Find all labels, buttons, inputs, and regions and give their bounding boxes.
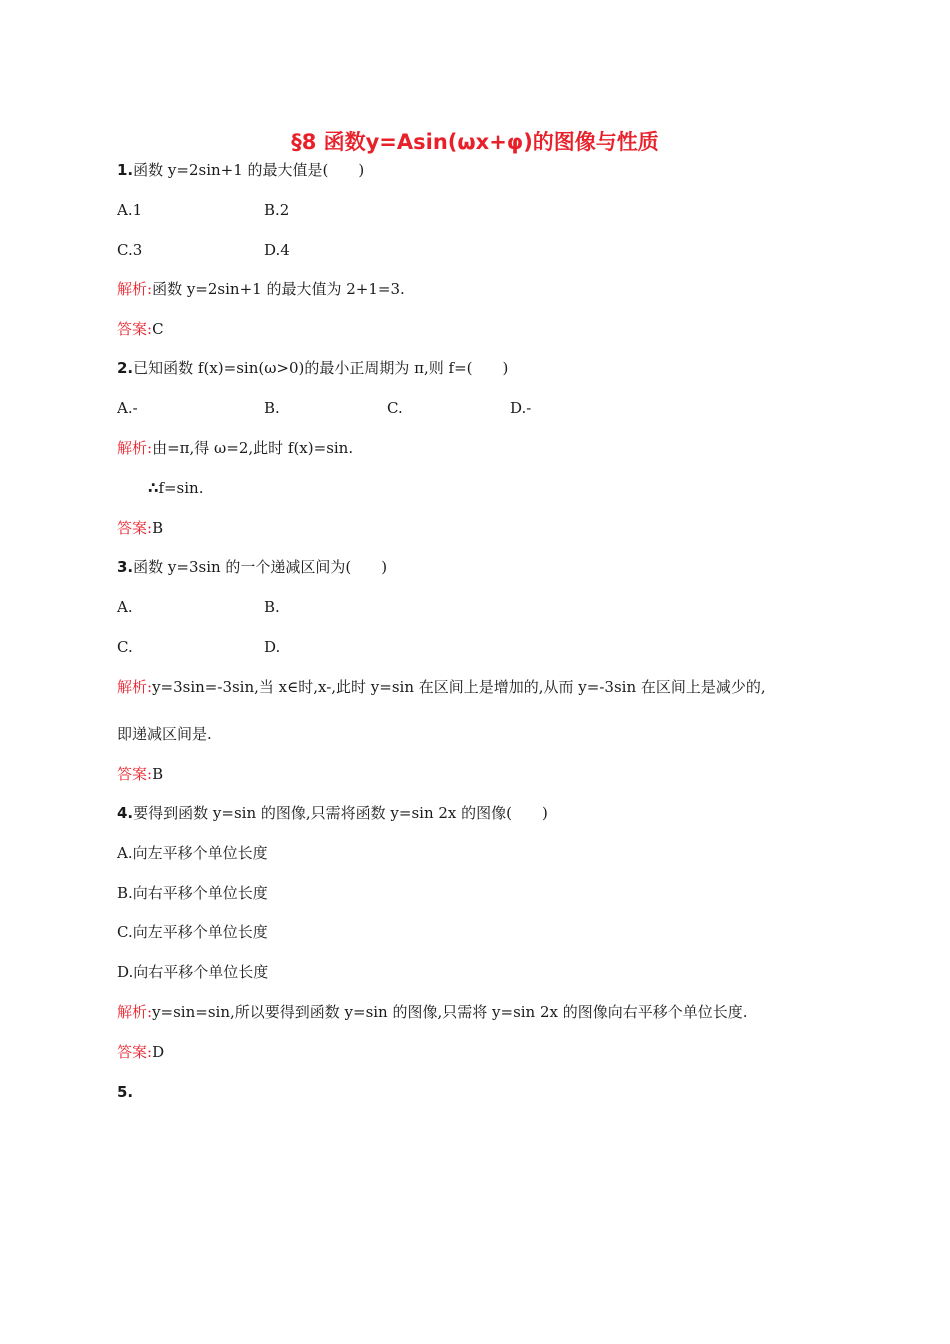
analysis-label: 解析: <box>117 1003 153 1021</box>
question-text: 函数 y=3sin 的一个递减区间为( ) <box>133 558 388 576</box>
analysis-text: 由=π,得 ω=2,此时 f(x)=sin. <box>152 439 354 457</box>
answer-value: D <box>152 1043 165 1061</box>
q3-option-a: A. <box>117 598 133 616</box>
q1-option-b: B.2 <box>264 201 290 219</box>
question-text: 要得到函数 y=sin 的图像,只需将函数 y=sin 2x 的图像( ) <box>133 804 548 822</box>
answer-value: B <box>152 765 164 783</box>
question-number: 1. <box>117 161 134 179</box>
analysis-text: 函数 y=2sin+1 的最大值为 2+1=3. <box>152 280 405 298</box>
q4-option-a: A.向左平移个单位长度 <box>117 844 268 862</box>
q2-analysis <box>117 438 353 458</box>
q3-option-d: D. <box>264 638 281 656</box>
answer-label: 答案: <box>117 320 153 338</box>
q1-answer <box>117 319 164 339</box>
q1-option-a: A.1 <box>117 201 143 219</box>
analysis-label: 解析: <box>117 439 153 457</box>
question-number: 4. <box>117 804 134 822</box>
q1-option-d: D.4 <box>264 241 290 259</box>
analysis-label: 解析: <box>117 678 153 696</box>
answer-label: 答案: <box>117 765 153 783</box>
question-number: 2. <box>117 359 134 377</box>
q3-analysis <box>117 677 766 697</box>
q4-option-c: C.向左平移个单位长度 <box>117 923 268 941</box>
q4-option-b: B.向右平移个单位长度 <box>117 884 268 902</box>
question-2-stem <box>117 358 508 378</box>
therefore-symbol: ∴ <box>148 479 159 497</box>
question-text: 已知函数 f(x)=sin(ω>0)的最小正周期为 π,则 f=( ) <box>133 359 509 377</box>
analysis-text: y=sin=sin,所以要得到函数 y=sin 的图像,只需将 y=sin 2x 的图像向右平移个单位长度. <box>152 1003 748 1021</box>
q4-analysis <box>117 1002 748 1022</box>
question-3-stem <box>117 557 387 577</box>
page-title: §8 函数y=Asin(ωx+φ)的图像与性质 <box>291 130 659 154</box>
question-number: 3. <box>117 558 134 576</box>
question-number: 5. <box>117 1083 134 1101</box>
q2-answer <box>117 518 163 538</box>
q1-analysis <box>117 279 405 299</box>
analysis-text: y=3sin=-3sin,当 x∈时,x-,此时 y=sin 在区间上是增加的,从而 y=-3sin 在区间上是减少的, <box>152 678 766 696</box>
answer-label: 答案: <box>117 1043 153 1061</box>
answer-value: C <box>152 320 164 338</box>
q2-option-c: C. <box>387 399 403 417</box>
q2-analysis-line-2 <box>148 478 203 498</box>
answer-label: 答案: <box>117 519 153 537</box>
q3-option-b: B. <box>264 598 280 616</box>
q1-option-c: C.3 <box>117 241 143 259</box>
question-5-stem <box>117 1082 133 1102</box>
q4-option-d: D.向右平移个单位长度 <box>117 963 269 981</box>
q3-option-c: C. <box>117 638 133 656</box>
analysis-text: f=sin. <box>158 479 204 497</box>
q2-option-d: D.- <box>510 399 532 417</box>
question-text: 函数 y=2sin+1 的最大值是( ) <box>133 161 365 179</box>
q3-analysis-cont: 即递减区间是. <box>117 725 212 743</box>
answer-value: B <box>152 519 164 537</box>
q2-option-a: A.- <box>117 399 138 417</box>
question-4-stem <box>117 803 548 823</box>
q2-option-b: B. <box>264 399 280 417</box>
q3-answer <box>117 764 163 784</box>
analysis-label: 解析: <box>117 280 153 298</box>
question-1-stem <box>117 160 364 180</box>
q4-answer <box>117 1042 164 1062</box>
